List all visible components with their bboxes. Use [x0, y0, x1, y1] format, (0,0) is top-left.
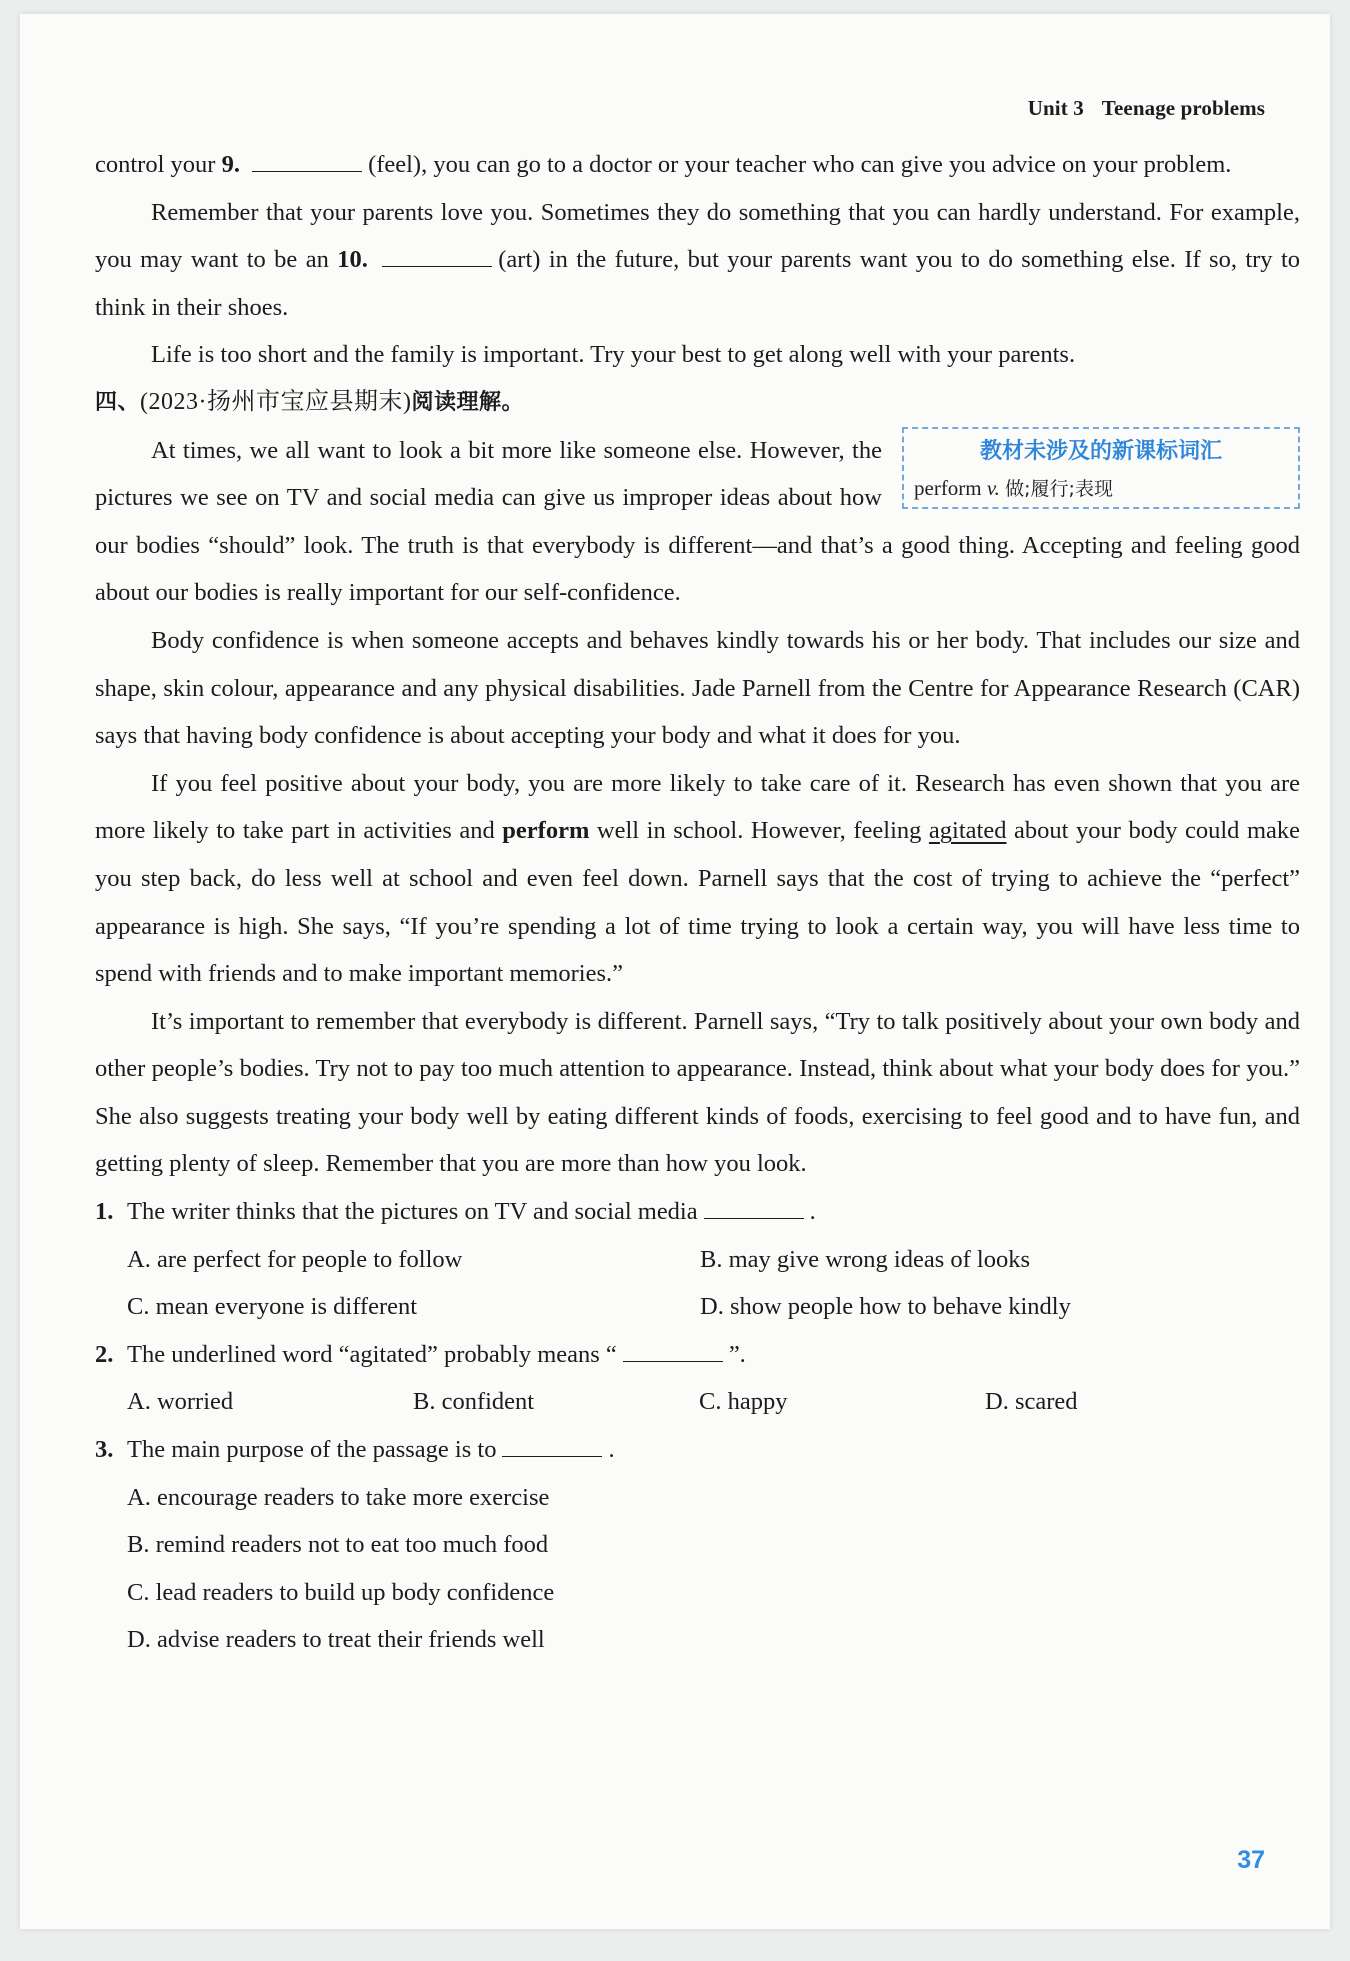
- passage-paragraph-1: At times, we all want to look a bit more like someone else. However, the pictures we see on TV and social media can give us improper ideas about how our bodies “should” look. The truth is that everybody is different—and that’s a good thing. Accepting and feeling good about our bodies is really important for our self-confidence.: [95, 436, 1300, 607]
- section-heading: [95, 379, 1300, 427]
- page-number: 37: [1237, 1846, 1265, 1874]
- question-2: 2. The underlined word “agitated” probably means “ ”.: [95, 1331, 1300, 1379]
- vocab-pos: v.: [986, 475, 1000, 500]
- vocab-entry: [914, 474, 1113, 501]
- vocab-word: perform: [914, 475, 982, 500]
- question-stem: The underlined word “agitated” probably means “: [127, 1340, 617, 1368]
- bold-word-perform: perform: [502, 817, 590, 845]
- running-header: [1028, 96, 1265, 121]
- option-c[interactable]: C. lead readers to build up body confidence: [127, 1578, 555, 1606]
- option-b[interactable]: B. remind readers not to eat too much food: [127, 1531, 549, 1559]
- vocab-meaning: 做;履行;表现: [1005, 477, 1113, 500]
- option-d[interactable]: D. show people how to behave kindly: [700, 1293, 1071, 1321]
- passage-paragraph-2: Body confidence is when someone accepts and behaves kindly towards his or her body. That includes our size and shape, skin colour, appearance and any physical disabilities. Jade Parnell from the Centre for Appearance Research (CAR) says that having body confidence is about accepting your body and what it does for you.: [95, 626, 1300, 750]
- option-a[interactable]: A. encourage readers to take more exercise: [127, 1483, 550, 1511]
- blank-number-9: 9.: [221, 151, 240, 178]
- section-source: (2023·扬州市宝应县期末): [140, 388, 412, 415]
- unit-label: Unit 3: [1027, 96, 1084, 120]
- section-title: 阅读理解。: [411, 389, 525, 415]
- question-number: 3.: [95, 1436, 114, 1464]
- option-b[interactable]: B. may give wrong ideas of looks: [700, 1245, 1031, 1273]
- answer-blank-q1[interactable]: [704, 1191, 804, 1219]
- section-label: 四、: [95, 389, 141, 415]
- answer-blank-10[interactable]: [382, 239, 492, 267]
- option-d[interactable]: D. scared: [985, 1388, 1078, 1416]
- option-d[interactable]: D. advise readers to treat their friends well: [127, 1626, 545, 1654]
- question-stem: The writer thinks that the pictures on TV and social media: [127, 1198, 698, 1226]
- underlined-word-agitated: agitated: [928, 817, 1007, 845]
- question-1: 1. The writer thinks that the pictures on TV and social media .: [95, 1188, 1300, 1236]
- question-stem: The main purpose of the passage is to: [127, 1436, 497, 1464]
- question-1-options-row-1: [95, 1236, 1300, 1284]
- passage-paragraph-3: If you feel positive about your body, you are more likely to take care of it. Research has even shown that you are more likely to take part in activities and perform well in school. However, feeling agitated about your body could make you step back, do less well at school and even feel down. Parnell says that the cost of trying to achieve the “perfect” appearance is high. She says, “If you’re spending a lot of time trying to look a certain way, you will have less time to spend with friends and to make important memories.”: [95, 769, 1301, 988]
- vocab-box-title: 教材未涉及的新课标词汇: [979, 438, 1222, 464]
- page-body: [95, 141, 1300, 1664]
- question-number: 1.: [95, 1198, 114, 1226]
- question-number: 2.: [95, 1340, 114, 1368]
- blank-number-10: 10.: [337, 246, 368, 274]
- answer-blank-9[interactable]: [252, 144, 362, 172]
- unit-title: Teenage problems: [1101, 96, 1265, 120]
- workbook-page: [20, 14, 1330, 1929]
- question-3: 3. The main purpose of the passage is to .: [95, 1426, 1300, 1474]
- answer-blank-q2[interactable]: [623, 1334, 723, 1362]
- question-1-options-row-2: [95, 1283, 1300, 1331]
- cloze-paragraph-2: Remember that your parents love you. Sometimes they do something that you can hardly understand. For example, you may want to be an 10. (art) in the future, but your parents want you to do something else. If so, try to think in their shoes.: [95, 198, 1301, 321]
- option-c[interactable]: C. mean everyone is different: [127, 1293, 418, 1321]
- question-2-options: [95, 1378, 1300, 1426]
- passage-paragraph-4: It’s important to remember that everybody is different. Parnell says, “Try to talk positively about your own body and other people’s bodies. Try not to pay too much attention to appearance. Instead, think about what your body does for you.” She also suggests treating your body well by eating different kinds of foods, exercising to feel good and to have fun, and getting plenty of sleep. Remember that you are more than how you look.: [95, 1007, 1300, 1178]
- cloze-paragraph-3: Life is too short and the family is important. Try your best to get along well with your parents.: [151, 341, 1076, 369]
- option-c[interactable]: C. happy: [699, 1388, 788, 1416]
- vocab-note-box: [902, 427, 1300, 509]
- option-b[interactable]: B. confident: [413, 1388, 535, 1416]
- cloze-paragraph-1: control your 9. (feel), you can go to a doctor or your teacher who can give you advice on your problem.: [95, 141, 1300, 189]
- option-a[interactable]: A. are perfect for people to follow: [127, 1245, 463, 1273]
- answer-blank-q3[interactable]: [502, 1429, 602, 1457]
- option-a[interactable]: A. worried: [127, 1388, 234, 1416]
